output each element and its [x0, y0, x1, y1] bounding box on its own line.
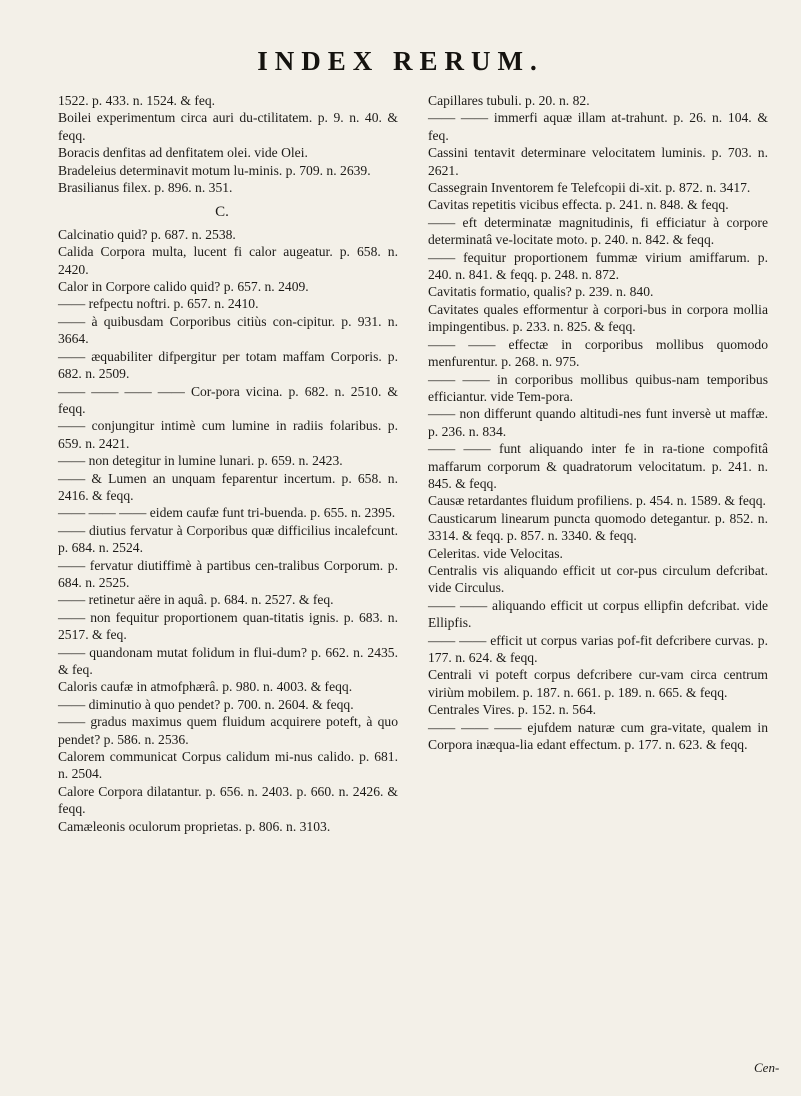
index-entry: Camæleonis oculorum proprietas. p. 806. n. 3103. [58, 818, 331, 834]
index-entry: Calida Corpora multa, lucent fi calor augeatur. p. 658. n. 2420. [58, 244, 398, 277]
index-entry: Cassegrain Inventorem fe Telefcopii di-xit. p. 872. n. 3417. [428, 180, 751, 196]
index-entry: —— refpectu noftri. p. 657. n. 2410. [58, 296, 259, 312]
index-entry: —— —— —— —— Cor-pora vicina. p. 682. n. 2510. & feqq. [58, 383, 398, 416]
index-entry: Cavitatis formatio, qualis? p. 239. n. 840. [428, 284, 654, 300]
index-entry: Centrales Vires. p. 152. n. 564. [428, 702, 597, 718]
index-entry: —— —— in corporibus mollibus quibus-nam temporibus efficiantur. vide Tem-pora. [428, 371, 768, 404]
index-entry: —— conjungitur intimè cum lumine in radiis folaribus. p. 659. n. 2421. [58, 418, 398, 451]
index-entry: Cavitas repetitis vicibus effecta. p. 241. n. 848. & feqq. [428, 197, 729, 213]
index-entry: —— —— aliquando efficit ut corpus ellipfin defcribat. vide Ellipfis. [428, 597, 768, 631]
section-letter: C. [215, 204, 229, 221]
index-entry: Causæ retardantes fluidum profiliens. p. 454. n. 1589. & feqq. [428, 493, 766, 509]
index-entry: —— gradus maximus quem fluidum acquirere poteft, à quo pendet? p. 586. n. 2536. [58, 714, 398, 747]
index-entry: Brasilianus filex. p. 896. n. 351. [58, 180, 233, 196]
index-entry: —— quandonam mutat folidum in flui-dum? p. 662. n. 2435. & feq. [58, 644, 398, 677]
index-entry: —— fervatur diutiffimè à partibus cen-tralibus Corporum. p. 684. n. 2525. [58, 557, 398, 590]
index-entry: Calor in Corpore calido quid? p. 657. n. 2409. [58, 279, 309, 295]
index-entry: —— æquabiliter difpergitur per totam maffam Corporis. p. 682. n. 2509. [58, 348, 398, 382]
index-entry: Caloris caufæ in atmofphærâ. p. 980. n. 4003. & feqq. [58, 679, 353, 695]
index-entry: —— —— —— ejufdem naturæ cum gra-vitate, qualem in Corpora inæqua-lia edant effectum. p. 177. n. 623. & feqq. [428, 719, 768, 753]
index-entry: Bradeleius determinavit motum lu-minis. p. 709. n. 2639. [58, 162, 371, 178]
index-entry: Boracis denfitas ad denfitatem olei. vide Olei. [58, 145, 308, 161]
index-entry: Cassini tentavit determinare velocitatem luminis. p. 703. n. 2621. [428, 145, 768, 178]
index-entry: Cavitates quales efformentur à corpori-bus in corpora mollia impingentibus. p. 233. n. 825. & feqq. [428, 301, 768, 335]
index-entry: —— & Lumen an unquam feparentur incertum. p. 658. n. 2416. & feqq. [58, 470, 398, 503]
index-entry: Celeritas. vide Velocitas. [428, 545, 563, 561]
index-entry: Capillares tubuli. p. 20. n. 82. [428, 93, 590, 108]
index-entry: Calcinatio quid? p. 687. n. 2538. [58, 226, 236, 242]
index-entry: 1522. p. 433. n. 1524. & feq. [58, 93, 216, 108]
index-entry: —— fequitur proportionem fummæ virium amiffarum. p. 240. n. 841. & feqq. p. 248. n. 872. [428, 249, 768, 283]
index-entry: —— non detegitur in lumine lunari. p. 659. n. 2423. [58, 453, 343, 469]
index-entry: —— eft determinatæ magnitudinis, fi efficiatur à corpore determinatâ ve-locitate moto. p. 240. n. 842. & feqq. [428, 214, 768, 248]
index-entry: —— retinetur aëre in aquâ. p. 684. n. 2527. & feq. [58, 592, 334, 608]
index-entry: —— —— —— eidem caufæ funt tri-buenda. p. 655. n. 2395. [58, 505, 396, 521]
index-entry: —— —— effectæ in corporibus mollibus quomodo menfurentur. p. 268. n. 975. [428, 336, 768, 370]
index-entry: —— non fequitur proportionem quan-titatis ignis. p. 683. n. 2517. & feq. [58, 609, 398, 643]
catchword: Cen- [754, 1060, 780, 1075]
index-entry: —— à quibusdam Corporibus citiùs con-cipitur. p. 931. n. 3664. [58, 313, 398, 347]
right-column [416, 92, 768, 753]
index-entry: —— —— funt aliquando inter fe in ra-tione compofitâ maffarum corporum & quadratorum velocitatum. p. 241. n. 845. & feqq. [428, 441, 768, 491]
index-entry: Centrali vi poteft corpus defcribere cur-vam circa centrum viriùm mobilem. p. 187. n. 661. p. 189. n. 665. & feqq. [428, 667, 768, 700]
index-entry: Calore Corpora dilatantur. p. 656. n. 2403. p. 660. n. 2426. & feqq. [58, 783, 398, 817]
left-column [46, 92, 398, 835]
index-entry: Causticarum linearum puncta quomodo detegantur. p. 852. n. 3314. & feqq. p. 857. n. 3340. & feqq. [428, 510, 768, 544]
page-header: INDEX RERUM. [257, 46, 544, 76]
index-entry: —— diutius fervatur à Corporibus quæ difficilius incalefcunt. p. 684. n. 2524. [58, 522, 398, 556]
index-entry: —— —— efficit ut corpus varias pof-fit defcribere curvas. p. 177. n. 624. & feqq. [428, 632, 768, 665]
index-entry: —— —— immerfi aquæ illam at-trahunt. p. 26. n. 104. & feq. [428, 110, 768, 143]
index-entry: Centralis vis aliquando efficit ut cor-pus circulum defcribat. vide Circulus. [428, 562, 768, 596]
index-entry: —— non differunt quando altitudi-nes funt inversè ut maffæ. p. 236. n. 834. [428, 406, 768, 439]
index-entry: Boilei experimentum circa auri du-ctilitatem. p. 9. n. 40. & feqq. [58, 110, 398, 143]
index-entry: —— diminutio à quo pendet? p. 700. n. 2604. & feqq. [58, 696, 354, 712]
index-entry: Calorem communicat Corpus calidum mi-nus calido. p. 681. n. 2504. [58, 749, 398, 782]
